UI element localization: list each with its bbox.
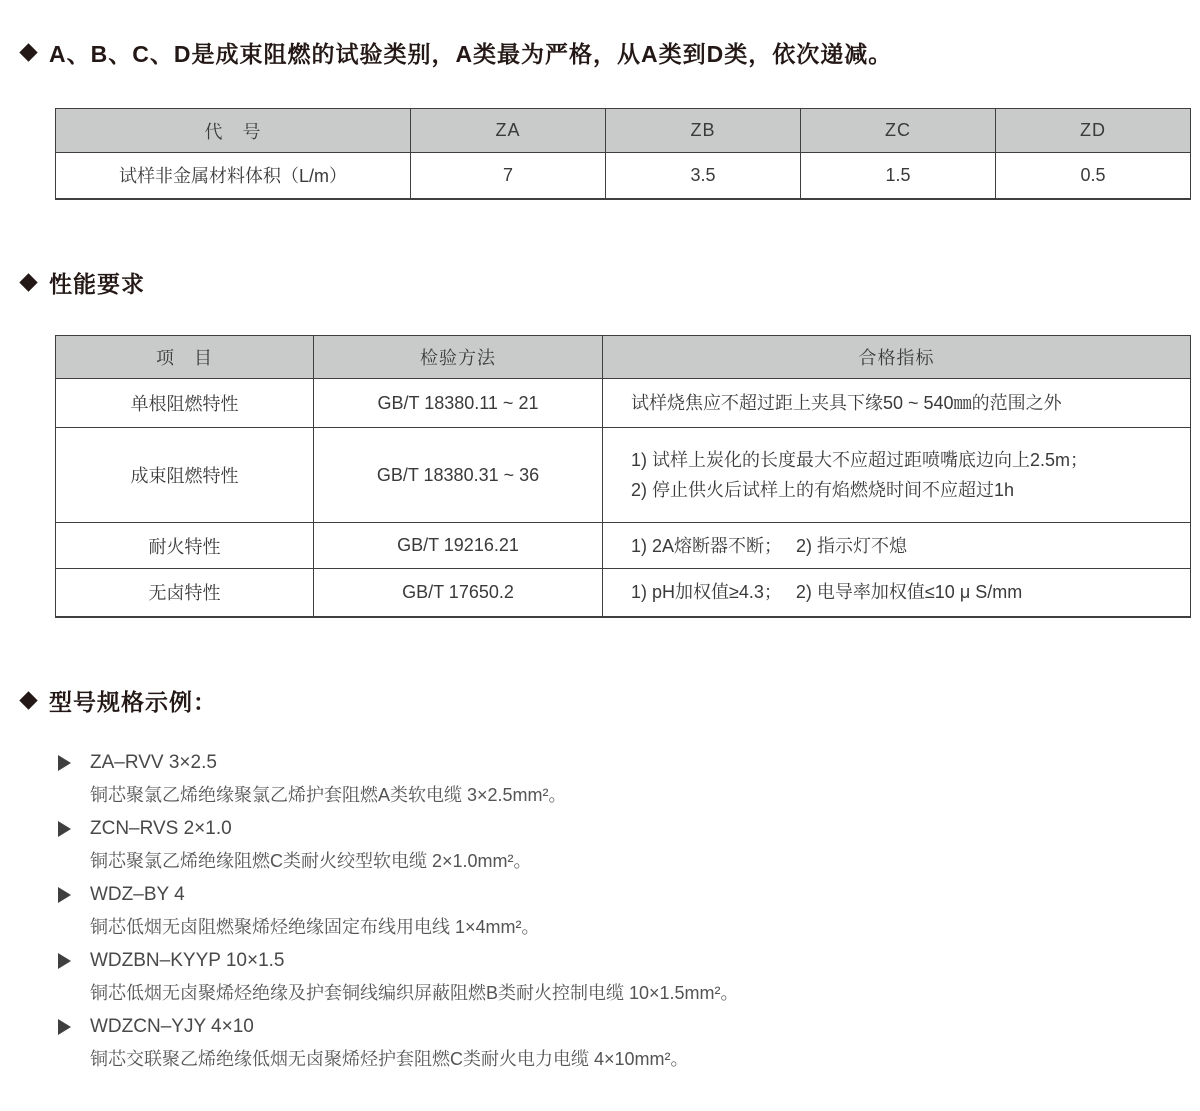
example-model-line xyxy=(58,812,1158,845)
code-table xyxy=(55,108,1191,200)
code-table-row-label: 试样非金属材料体积（L/m） xyxy=(56,153,411,199)
example-item xyxy=(58,812,1158,878)
performance-table-header-row xyxy=(56,336,1191,379)
criteria-cell xyxy=(603,523,1191,569)
criteria-line: 2) 停止供火后试样上的有焰燃烧时间不应超过1h xyxy=(631,480,1015,500)
item-cell: 耐火特性 xyxy=(56,523,314,569)
criteria-cell xyxy=(603,379,1191,428)
performance-table-header-cell: 合格指标 xyxy=(603,336,1191,379)
example-description: 铜芯低烟无卤阻燃聚烯烃绝缘固定布线用电线 1×4mm²。 xyxy=(90,917,540,937)
example-description: 铜芯聚氯乙烯绝缘阻燃C类耐火绞型软电缆 2×1.0mm²。 xyxy=(90,851,532,871)
example-item xyxy=(58,944,1158,1010)
diamond-bullet-icon xyxy=(19,43,37,61)
triangle-bullet-icon xyxy=(58,821,71,837)
example-model: WDZBN–KYYP 10×1.5 xyxy=(90,949,285,971)
method-cell: GB/T 17650.2 xyxy=(314,569,603,617)
criteria-line: 试样烧焦应不超过距上夹具下缘50 ~ 540㎜的范围之外 xyxy=(631,393,1062,413)
example-model: ZCN–RVS 2×1.0 xyxy=(90,817,232,839)
criteria-cell xyxy=(603,428,1191,523)
performance-table-row xyxy=(56,569,1191,617)
diamond-bullet-icon xyxy=(19,273,37,291)
example-model-line xyxy=(58,746,1158,779)
code-table-header-row xyxy=(56,109,1191,153)
performance-table-header-cell: 项 目 xyxy=(56,336,314,379)
code-table-header-cell: ZA xyxy=(411,109,606,153)
example-description: 铜芯聚氯乙烯绝缘聚氯乙烯护套阻燃A类软电缆 3×2.5mm²。 xyxy=(90,785,567,805)
performance-table-header-cell: 检验方法 xyxy=(314,336,603,379)
example-model-line xyxy=(58,1010,1158,1043)
method-cell: GB/T 18380.31 ~ 36 xyxy=(314,428,603,523)
example-model: ZA–RVV 3×2.5 xyxy=(90,751,217,773)
performance-table-row xyxy=(56,523,1191,569)
intro-note-text: A、B、C、D是成束阻燃的试验类别，A类最为严格，从A类到D类，依次递减。 xyxy=(49,41,893,67)
performance-heading xyxy=(22,266,145,299)
performance-heading-text: 性能要求 xyxy=(49,271,145,297)
criteria-line: 1) pH加权值≥4.3； 2) 电导率加权值≤10 μ S/mm xyxy=(631,582,1023,603)
code-table-cell: 7 xyxy=(411,153,606,199)
example-model: WDZCN–YJY 4×10 xyxy=(90,1015,254,1037)
example-model-line xyxy=(58,944,1158,977)
examples-list xyxy=(58,746,1158,1076)
criteria-line: 1) 2A熔断器不断； 2) 指示灯不熄 xyxy=(631,535,908,556)
code-table-cell: 0.5 xyxy=(996,153,1191,199)
example-item xyxy=(58,878,1158,944)
method-cell: GB/T 18380.11 ~ 21 xyxy=(314,379,603,428)
example-description: 铜芯低烟无卤聚烯烃绝缘及护套铜线编织屏蔽阻燃B类耐火控制电缆 10×1.5mm²。 xyxy=(90,983,739,1003)
example-item xyxy=(58,746,1158,812)
intro-note xyxy=(22,36,892,69)
code-table-header-cell: ZB xyxy=(606,109,801,153)
performance-table-row xyxy=(56,379,1191,428)
triangle-bullet-icon xyxy=(58,1019,71,1035)
example-model: WDZ–BY 4 xyxy=(90,883,185,905)
code-table-header-cell: ZC xyxy=(801,109,996,153)
triangle-bullet-icon xyxy=(58,755,71,771)
code-table-data-row xyxy=(56,153,1191,199)
criteria-line: 1) 试样上炭化的长度最大不应超过距喷嘴底边向上2.5m； xyxy=(631,450,1089,470)
example-model-line xyxy=(58,878,1158,911)
item-cell: 成束阻燃特性 xyxy=(56,428,314,523)
performance-table-row xyxy=(56,428,1191,523)
triangle-bullet-icon xyxy=(58,887,71,903)
code-table-cell: 3.5 xyxy=(606,153,801,199)
code-table-header-cell: 代 号 xyxy=(56,109,411,153)
code-table-header-cell: ZD xyxy=(996,109,1191,153)
performance-table xyxy=(55,335,1191,618)
item-cell: 单根阻燃特性 xyxy=(56,379,314,428)
example-description: 铜芯交联聚乙烯绝缘低烟无卤聚烯烃护套阻燃C类耐火电力电缆 4×10mm²。 xyxy=(90,1049,689,1069)
examples-heading xyxy=(22,684,217,717)
code-table-cell: 1.5 xyxy=(801,153,996,199)
method-cell: GB/T 19216.21 xyxy=(314,523,603,569)
item-cell: 无卤特性 xyxy=(56,569,314,617)
triangle-bullet-icon xyxy=(58,953,71,969)
diamond-bullet-icon xyxy=(19,691,37,709)
criteria-cell xyxy=(603,569,1191,617)
example-item xyxy=(58,1010,1158,1076)
examples-heading-text: 型号规格示例： xyxy=(49,689,217,715)
